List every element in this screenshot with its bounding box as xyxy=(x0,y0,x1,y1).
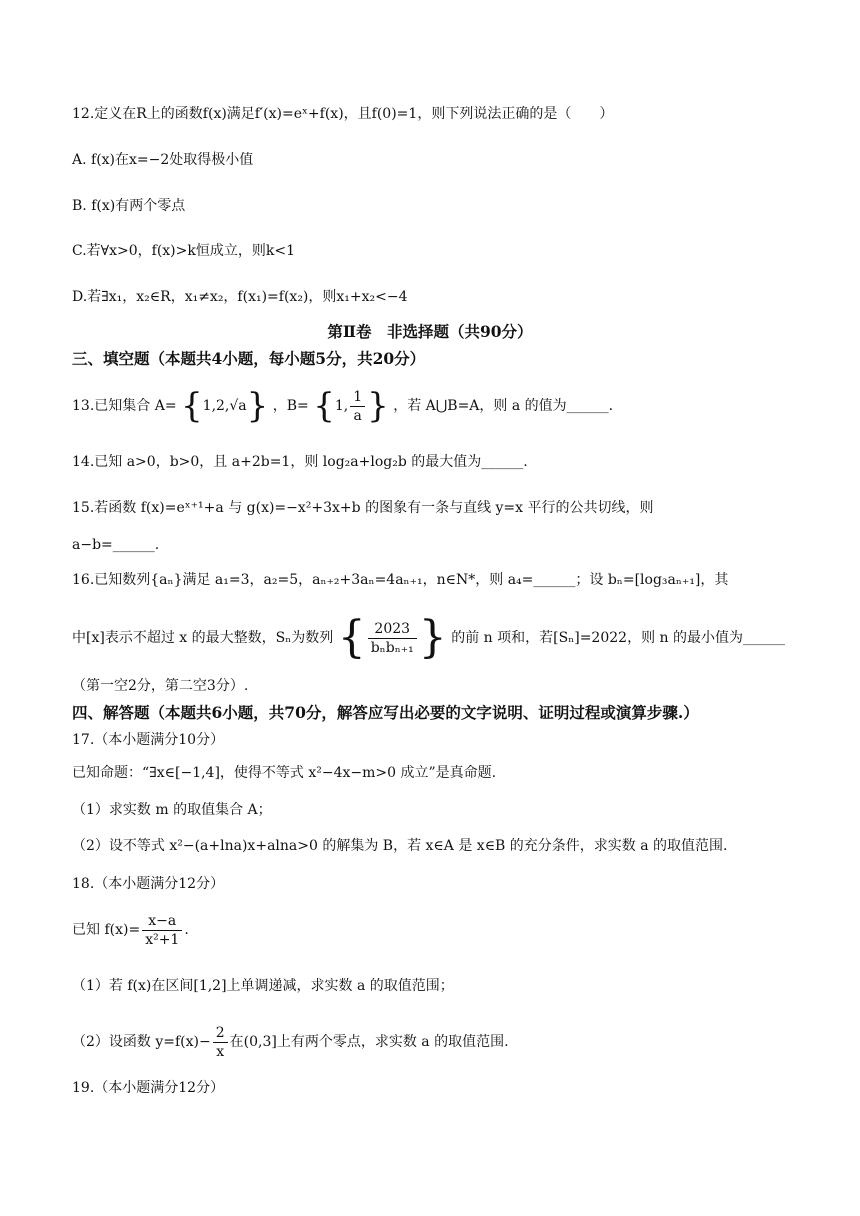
q18-def-prefix: 已知 f(x)= xyxy=(72,922,141,938)
q16-line1: 16.已知数列{aₙ}满足 a₁=3，a₂=5，aₙ₊₂+3aₙ=4aₙ₊₁，n∈N*，则 a₄=______；设 bₙ=[log₃aₙ₊₁]，其 xyxy=(72,572,729,588)
q12-option-c: C.若∀x>0，f(x)>k恒成立，则k<1 xyxy=(72,243,295,259)
q13-suffix: ，若 A⋃B=A，则 a 的值为______. xyxy=(393,398,614,414)
q18-part1: （1）若 f(x)在区间[1,2]上单调递减，求实数 a 的取值范围； xyxy=(72,978,454,994)
q12-option-b: B. f(x)有两个零点 xyxy=(72,198,186,214)
q18-part2-prefix: （2）设函数 y=f(x)− xyxy=(72,1034,211,1050)
q16-line2: 中[x]表示不超过 x 的最大整数，Sₙ为数列 { $\frac{2023}{\text{bₙbₙ₊₁}}$ } 的前 n 项和，若[Sₙ]=2022，则 n 的最小值为______ xyxy=(72,612,785,663)
q18-def-num: x−a xyxy=(142,912,182,931)
q12-option-d: D.若∃x₁，x₂∈R，x₁≠x₂，f(x₁)=f(x₂)，则x₁+x₂<−4 xyxy=(72,289,408,305)
q17-header: 17.（本小题满分10分） xyxy=(72,732,225,748)
q18-part2 xyxy=(72,1020,509,1064)
section4-title: 四、解答题（本题共6小题，共70分，解答应写出必要的文字说明、证明过程或演算步骤.） xyxy=(72,703,699,722)
q13: 13.已知集合 A= {1,2,√a} ，B= {1, $\frac{1}{a}$ } ，若 A⋃B=A，则 a 的值为______. xyxy=(72,386,614,426)
q13-set-a: 1,2,√a xyxy=(202,398,247,414)
section3-title: 三、填空题（本题共4小题，每小题5分，共20分） xyxy=(72,349,426,368)
q18-part2-den: x xyxy=(216,1043,225,1060)
q19-header: 19.（本小题满分12分） xyxy=(72,1080,225,1096)
q13-prefix: 13.已知集合 A= xyxy=(72,398,177,414)
q13-mid: ，B= xyxy=(272,398,309,414)
q18-def xyxy=(72,908,189,952)
q16-frac-den: bₙbₙ₊₁ xyxy=(370,639,414,656)
q15-line1: 15.若函数 f(x)=eˣ⁺¹+a 与 g(x)=−x²+3x+b 的图象有一条与直线 y=x 平行的公共切线，则 xyxy=(72,500,654,516)
q13-frac-den: a xyxy=(353,407,362,424)
q14: 14.已知 a>0，b>0，且 a+2b=1，则 log₂a+log₂b 的最大值为______. xyxy=(72,454,528,470)
q12-stem: 12.定义在R上的函数f(x)满足f′(x)=eˣ+f(x)，且f(0)=1，则下列说法正确的是（ ） xyxy=(72,106,614,122)
q16-frac-num: 2023 xyxy=(368,620,417,639)
q17-body: 已知命题：“∃x∈[−1,4]，使得不等式 x²−4x−m>0 成立”是真命题. xyxy=(72,765,497,781)
q18-header: 18.（本小题满分12分） xyxy=(72,876,225,892)
q18-def-den: x²+1 xyxy=(145,931,180,948)
q18-def-suffix: . xyxy=(184,922,189,938)
q12-option-a: A. f(x)在x=−2处取得极小值 xyxy=(72,152,254,168)
q17-part1: （1）求实数 m 的取值集合 A； xyxy=(72,802,272,818)
q13-set-b-first: 1, xyxy=(334,398,349,414)
q18-part2-num: 2 xyxy=(213,1024,228,1043)
q17-part2: （2）设不等式 x²−(a+lna)x+alna>0 的解集为 B，若 x∈A 是 x∈B 的充分条件，求实数 a 的取值范围. xyxy=(72,838,728,854)
part2-title: 第Ⅱ卷 非选择题（共90分） xyxy=(327,322,533,341)
q16-line2-suffix: 的前 n 项和，若[Sₙ]=2022，则 n 的最小值为______ xyxy=(451,630,785,646)
q13-frac-num: 1 xyxy=(350,388,365,407)
q16-line2-prefix: 中[x]表示不超过 x 的最大整数，Sₙ为数列 xyxy=(72,630,334,646)
q18-part2-suffix: 在(0,3]上有两个零点，求实数 a 的取值范围. xyxy=(229,1034,509,1050)
q16-line3: （第一空2分，第二空3分）. xyxy=(72,678,249,694)
q15-line2: a−b=______. xyxy=(72,537,160,553)
